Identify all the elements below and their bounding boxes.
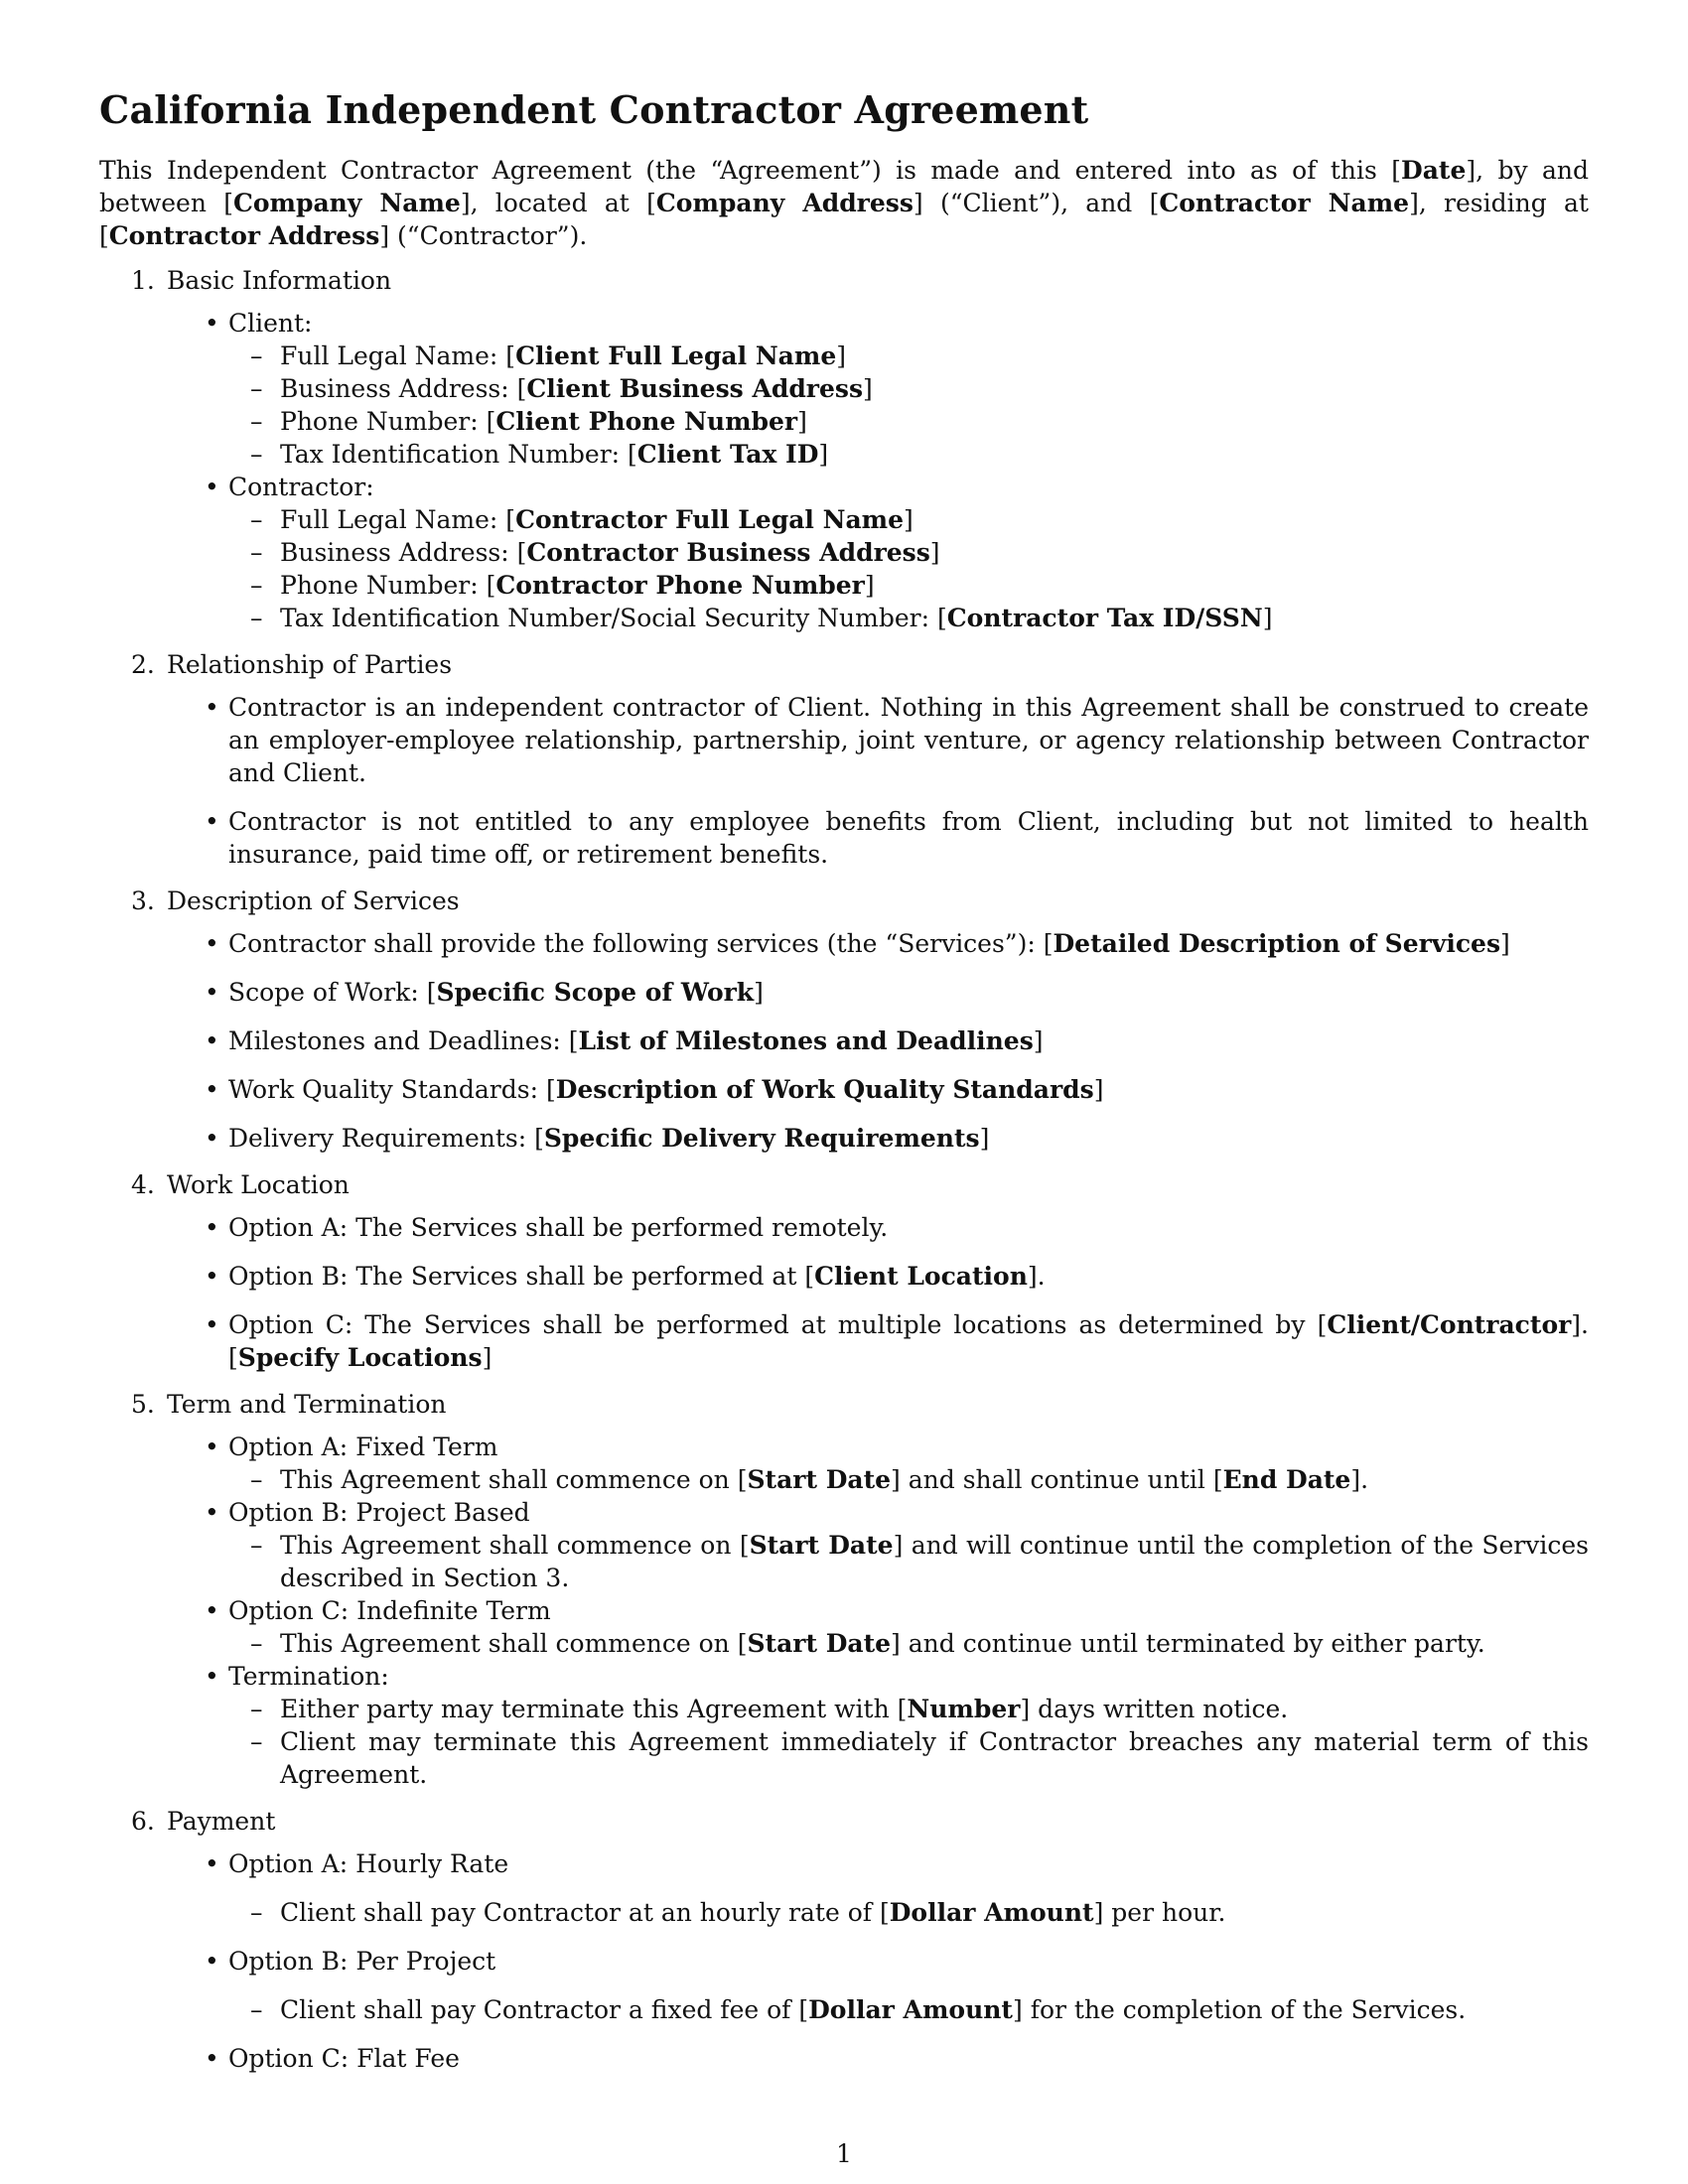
field-value: Contractor Full Legal Name (515, 505, 905, 534)
term-option-c-details (228, 1627, 1589, 1660)
detail-text: and will continue until the completion of the Services described in Section 3. (280, 1531, 1589, 1592)
option-label: Option C: Indefinite Term (228, 1596, 551, 1625)
field-label: Tax Identification Number/Social Security Number: (280, 604, 937, 632)
field-value: Client Phone Number (495, 407, 798, 436)
field-label: Business Address: (280, 374, 517, 403)
detail-text: and shall continue until (900, 1465, 1213, 1494)
item-value: Description of Work Quality Standards (555, 1075, 1094, 1104)
company-address-placeholder: Company Address (655, 189, 914, 217)
field-label: Phone Number: (280, 407, 487, 436)
contractor-address-placeholder: Contractor Address (108, 221, 380, 250)
detail-value: End Date (1222, 1465, 1351, 1494)
basic-info-list (167, 307, 1589, 634)
payment-list (167, 1847, 1589, 2075)
contractor-field: – Phone Number: [Contractor Phone Number] (280, 569, 1589, 602)
services-list (167, 927, 1589, 1155)
term-list (167, 1431, 1589, 1791)
section-title: Term and Termination (167, 1390, 447, 1419)
services-item: • Scope of Work: [Specific Scope of Work] (226, 976, 1589, 1009)
intro-text: ], residing at [ (99, 189, 1589, 250)
field-value: Contractor Business Address (526, 538, 930, 567)
option-text: Option B: The Services shall be performed at (228, 1262, 805, 1291)
term-detail: – Client may terminate this Agreement immediately if Contractor breaches any material term of this Agreement. (280, 1725, 1589, 1791)
option-label: Option B: Project Based (228, 1498, 530, 1527)
services-item: • Delivery Requirements: [Specific Delivery Requirements] (226, 1122, 1589, 1155)
termination-details (228, 1693, 1589, 1791)
item-label: Contractor shall provide the following services (the “Services”): (228, 929, 1044, 958)
item-value: Detailed Description of Services (1053, 929, 1501, 958)
item-label: Milestones and Deadlines: (228, 1026, 569, 1055)
contractor-block (226, 471, 1589, 634)
section-number: 6. (131, 1807, 155, 1836)
section-number: 5. (131, 1390, 155, 1419)
detail-value: Start Date (749, 1531, 894, 1560)
page-number: 1 (836, 2139, 852, 2168)
contractor-label: Contractor: (228, 473, 374, 501)
field-value: Contractor Phone Number (495, 571, 865, 600)
contractor-field: – Full Legal Name: [Contractor Full Legal Name] (280, 503, 1589, 536)
section-term-and-termination (99, 1388, 1589, 1791)
section-title: Work Location (167, 1170, 350, 1199)
sections-list (99, 264, 1589, 2075)
payment-detail: – Client shall pay Contractor a fixed fee of [Dollar Amount] for the completion of the Services. (280, 1993, 1589, 2026)
option-label: Option A: Fixed Term (228, 1433, 498, 1461)
payment-option-a-details (228, 1896, 1589, 1929)
detail-text: and continue until terminated by either party. (900, 1629, 1485, 1658)
contractor-fields (228, 503, 1589, 634)
field-label: Business Address: (280, 538, 517, 567)
term-option-a (226, 1431, 1589, 1496)
detail-value: Start Date (747, 1465, 892, 1494)
relationship-item: • Contractor is not entitled to any employee benefits from Client, including but not limited to health insurance, paid time off, or retirement benefits. (226, 805, 1589, 871)
payment-option-a (226, 1847, 1589, 1929)
field-label: Full Legal Name: (280, 505, 506, 534)
field-value: Client Tax ID (636, 440, 819, 469)
client-field: – Phone Number: [Client Phone Number] (280, 405, 1589, 438)
payment-option-b (226, 1945, 1589, 2026)
intro-text: This Independent Contractor Agreement (the “Agreement”) is made and entered into as of this [ (99, 156, 1402, 185)
location-list (167, 1211, 1589, 1374)
field-value: Contractor Tax ID/SSN (946, 604, 1263, 632)
section-number: 3. (131, 887, 155, 915)
client-label: Client: (228, 309, 313, 338)
payment-option-b-details (228, 1993, 1589, 2026)
relationship-list (167, 691, 1589, 871)
location-option-b: • Option B: The Services shall be performed at [Client Location]. (226, 1260, 1589, 1293)
term-option-a-details (228, 1463, 1589, 1496)
item-value: List of Milestones and Deadlines (578, 1026, 1034, 1055)
item-label: Delivery Requirements: (228, 1124, 535, 1153)
option-value: Client/Contractor (1327, 1310, 1572, 1339)
field-label: Tax Identification Number: (280, 440, 629, 469)
detail-text: days written notice. (1030, 1695, 1289, 1723)
item-value: Specific Delivery Requirements (543, 1124, 980, 1153)
page-title: California Independent Contractor Agreement (99, 87, 1089, 132)
section-basic-information (99, 264, 1589, 634)
detail-text: for the completion of the Services. (1022, 1995, 1467, 2024)
client-block (226, 307, 1589, 471)
detail-value: Number (907, 1695, 1021, 1723)
detail-text: This Agreement shall commence on (280, 1465, 738, 1494)
intro-text: ], by and between [ (99, 156, 1589, 217)
section-title: Payment (167, 1807, 276, 1836)
intro-text: ] (“Client”), and [ (913, 189, 1160, 217)
location-option-c: • Option C: The Services shall be performed at multiple locations as determined by [Client/Contractor]. [Specify Locations] (226, 1308, 1589, 1374)
services-item: • Contractor shall provide the following services (the “Services”): [Detailed Description of Services] (226, 927, 1589, 960)
detail-value: Start Date (747, 1629, 892, 1658)
section-number: 4. (131, 1170, 155, 1199)
option-value: Specify Locations (237, 1343, 483, 1372)
contractor-field: – Business Address: [Contractor Business Address] (280, 536, 1589, 569)
intro-paragraph (99, 154, 1589, 252)
detail-text: per hour. (1103, 1898, 1226, 1927)
client-field: – Business Address: [Client Business Address] (280, 372, 1589, 405)
client-fields (228, 340, 1589, 471)
payment-option-c (226, 2042, 1589, 2075)
location-option-a: • Option A: The Services shall be performed remotely. (226, 1211, 1589, 1244)
relationship-item: • Contractor is an independent contractor of Client. Nothing in this Agreement shall be construed to create an employer-employee relationship, partnership, joint venture, or agency relationship between Contractor and Client. (226, 691, 1589, 789)
term-option-b-details (228, 1529, 1589, 1594)
term-detail: – This Agreement shall commence on [Start Date] and continue until terminated by either party. (280, 1627, 1589, 1660)
detail-text: This Agreement shall commence on (280, 1531, 740, 1560)
detail-text: This Agreement shall commence on (280, 1629, 738, 1658)
field-value: Client Business Address (526, 374, 864, 403)
item-label: Work Quality Standards: (228, 1075, 546, 1104)
section-title: Basic Information (167, 266, 392, 295)
payment-detail: – Client shall pay Contractor at an hourly rate of [Dollar Amount] per hour. (280, 1896, 1589, 1929)
detail-text: Client shall pay Contractor a fixed fee of (280, 1995, 799, 2024)
detail-text: Either party may terminate this Agreement with (280, 1695, 898, 1723)
term-detail: – This Agreement shall commence on [Start Date] and will continue until the completion of the Services described in Section 3. (280, 1529, 1589, 1594)
services-item: • Milestones and Deadlines: [List of Milestones and Deadlines] (226, 1024, 1589, 1057)
option-text: Option C: The Services shall be performed at multiple locations as determined by (228, 1310, 1318, 1339)
field-label: Full Legal Name: (280, 341, 506, 370)
option-label: Termination: (228, 1662, 389, 1691)
term-detail: – Either party may terminate this Agreement with [Number] days written notice. (280, 1693, 1589, 1725)
item-value: Specific Scope of Work (436, 978, 755, 1007)
option-label: Option C: Flat Fee (228, 2044, 460, 2073)
option-label: Option A: Hourly Rate (228, 1849, 509, 1878)
intro-text: ], located at [ (460, 189, 656, 217)
option-value: Client Location (814, 1262, 1028, 1291)
term-option-b (226, 1496, 1589, 1594)
contractor-field: – Tax Identification Number/Social Security Number: [Contractor Tax ID/SSN] (280, 602, 1589, 634)
section-relationship-of-parties (99, 648, 1589, 871)
option-label: Option B: Per Project (228, 1947, 496, 1976)
detail-value: Dollar Amount (889, 1898, 1094, 1927)
date-placeholder: Date (1401, 156, 1467, 185)
item-label: Scope of Work: (228, 978, 427, 1007)
section-number: 1. (131, 266, 155, 295)
section-title: Relationship of Parties (167, 650, 453, 679)
contractor-name-placeholder: Contractor Name (1159, 189, 1410, 217)
termination-block (226, 1660, 1589, 1791)
client-field: – Tax Identification Number: [Client Tax ID] (280, 438, 1589, 471)
company-name-placeholder: Company Name (232, 189, 461, 217)
detail-value: Dollar Amount (808, 1995, 1013, 2024)
section-number: 2. (131, 650, 155, 679)
document-page (99, 87, 1589, 2089)
detail-text: Client shall pay Contractor at an hourly rate of (280, 1898, 880, 1927)
field-value: Client Full Legal Name (515, 341, 837, 370)
section-work-location (99, 1168, 1589, 1374)
term-option-c (226, 1594, 1589, 1660)
intro-text: ] (“Contractor”). (379, 221, 588, 250)
section-description-of-services (99, 885, 1589, 1155)
services-item: • Work Quality Standards: [Description of Work Quality Standards] (226, 1073, 1589, 1106)
section-payment (99, 1805, 1589, 2075)
field-label: Phone Number: (280, 571, 487, 600)
client-field: – Full Legal Name: [Client Full Legal Name] (280, 340, 1589, 372)
term-detail: – This Agreement shall commence on [Start Date] and shall continue until [End Date]. (280, 1463, 1589, 1496)
section-title: Description of Services (167, 887, 460, 915)
